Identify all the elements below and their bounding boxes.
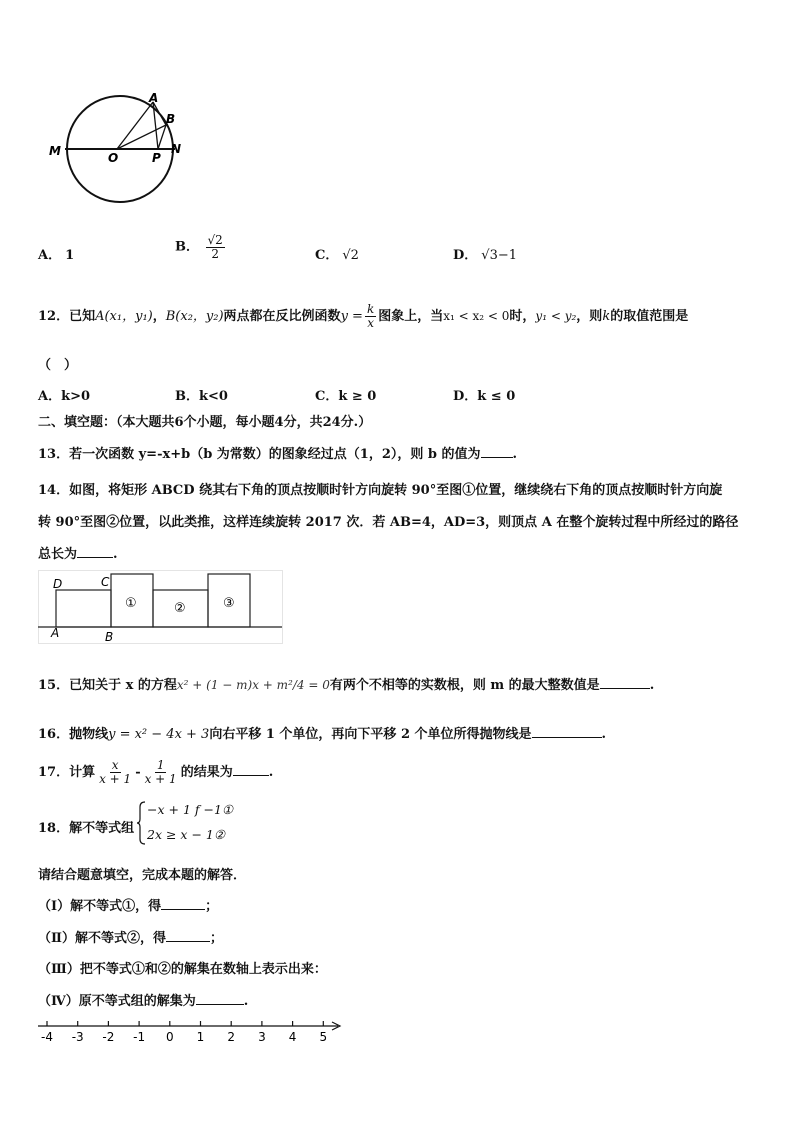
label-a: A	[149, 91, 159, 105]
tick-label: 2	[227, 1030, 236, 1044]
q12-option-c: C．k ≥ 0	[315, 389, 377, 404]
label-r2: ②	[174, 601, 186, 616]
q18-step-3: （Ⅲ）把不等式①和②的解集在数轴上表示出来：	[38, 962, 327, 977]
q18-inequality-1: −x + 1 f −1①	[147, 802, 234, 817]
tick-label: 4	[288, 1030, 297, 1044]
q16-answer-blank[interactable]	[532, 725, 602, 738]
q12-paren: （ ）	[38, 358, 78, 373]
section-2-title: 二、填空题：（本大题共6个小题，每小题4分，共24分.）	[38, 415, 372, 430]
tick-label: -1	[133, 1030, 146, 1044]
rect-abcd	[56, 590, 111, 627]
q17-fraction-1: $\frac{x}{x + 1}$	[99, 758, 132, 786]
q18-instruction: 请结合题意填空，完成本题的解答．	[38, 868, 247, 883]
segment-oa	[117, 102, 153, 149]
q18-step-2: （Ⅱ）解不等式②，得 ；	[38, 931, 223, 946]
label-c: C	[101, 575, 110, 589]
tick-label: -4	[41, 1030, 53, 1044]
q17-fraction-2: $\frac{1}{x + 1}$	[144, 758, 177, 786]
q14-line3: 总长为 .	[38, 547, 118, 562]
q18-step-4: （Ⅳ）原不等式组的解集为 .	[38, 994, 249, 1009]
tick-label: 5	[319, 1030, 328, 1044]
label-m: M	[49, 144, 61, 158]
rotation-figure	[38, 570, 283, 644]
label-n: N	[171, 142, 182, 156]
q11-option-c: C． √2	[315, 248, 359, 263]
q14-answer-blank[interactable]	[77, 545, 113, 558]
q12-option-a: A．k>0	[38, 389, 91, 404]
tick-label: -2	[102, 1030, 115, 1044]
label-o: O	[108, 151, 119, 165]
system-brace	[137, 801, 147, 845]
q12-func-fraction: $\frac{k}{x}$	[366, 302, 375, 330]
tick-label: -3	[71, 1030, 84, 1044]
q18-step4-blank[interactable]	[196, 992, 244, 1005]
q13-text: 13．若一次函数 y=-x+b（b 为常数）的图象经过点（1，2），则 b 的值为 .	[38, 447, 518, 462]
q16-text: 16．抛物线y = x² − 4x + 3向右平移 1 个单位，再向下平移 2 个单位所得抛物线是 .	[38, 727, 607, 742]
tick-label: 3	[258, 1030, 266, 1044]
q11-option-a: A． 1	[38, 248, 75, 263]
q15-text: 15．已知关于 x 的方程x² + (1 − m)x + m²/4 = 0有两个不相等的实数根，则 m 的最大整数值是 .	[38, 678, 655, 693]
q17-answer-blank[interactable]	[233, 763, 269, 776]
option-b-fraction: $\frac{√2}{2}$	[207, 233, 223, 261]
label-r3: ③	[223, 596, 235, 611]
q14-line2: 转 90°至图②位置，以此类推，这样连续旋转 2017 次．若 AB=4，AD=3，则顶点 A 在整个旋转过程中所经过的路径	[38, 515, 739, 530]
q18-step2-blank[interactable]	[166, 929, 210, 942]
q12-option-d: D．k ≤ 0	[453, 389, 516, 404]
q15-answer-blank[interactable]	[600, 676, 650, 689]
label-r1: ①	[125, 596, 137, 611]
q18-step1-blank[interactable]	[161, 897, 205, 910]
circle-figure	[40, 85, 200, 210]
label-a-fig: A	[51, 626, 60, 640]
tick-label: 1	[196, 1030, 205, 1044]
label-b-fig: B	[105, 630, 114, 644]
tick-label: 0	[165, 1030, 174, 1044]
label-d: D	[53, 577, 63, 591]
label-p: P	[152, 151, 161, 165]
q14-line1: 14．如图，将矩形 ABCD 绕其右下角的顶点按顺时针方向旋转 90°至图①位置，继续绕右下角的顶点按顺时针方向旋	[38, 483, 723, 498]
label-b: B	[166, 112, 176, 126]
q17-text: 17．计算 $\frac{x}{x + 1}$ - $\frac{1}{x + 1}$ 的结果为 .	[38, 758, 274, 786]
q13-answer-blank[interactable]	[481, 445, 513, 458]
q18-stem: 18．解不等式组	[38, 821, 135, 836]
q11-option-d: D． √3−1	[453, 248, 517, 263]
frame-border	[39, 571, 283, 644]
q18-step-1: （Ⅰ）解不等式①，得 ；	[38, 899, 219, 914]
q18-inequality-2: 2x ≥ x − 1②	[147, 827, 226, 842]
q12-stem: 12．已知A(x₁，y₁)，B(x₂，y₂)两点都在反比例函数y = $\frac{k}{x}$ 图象上，当x₁ < x₂ < 0时，y₁ < y₂，则k的取值范围是	[38, 302, 689, 330]
q12-option-b: B．k<0	[175, 389, 228, 404]
q11-option-b: B． $\frac{√2}{2}$	[175, 233, 223, 261]
number-line	[36, 1017, 346, 1047]
